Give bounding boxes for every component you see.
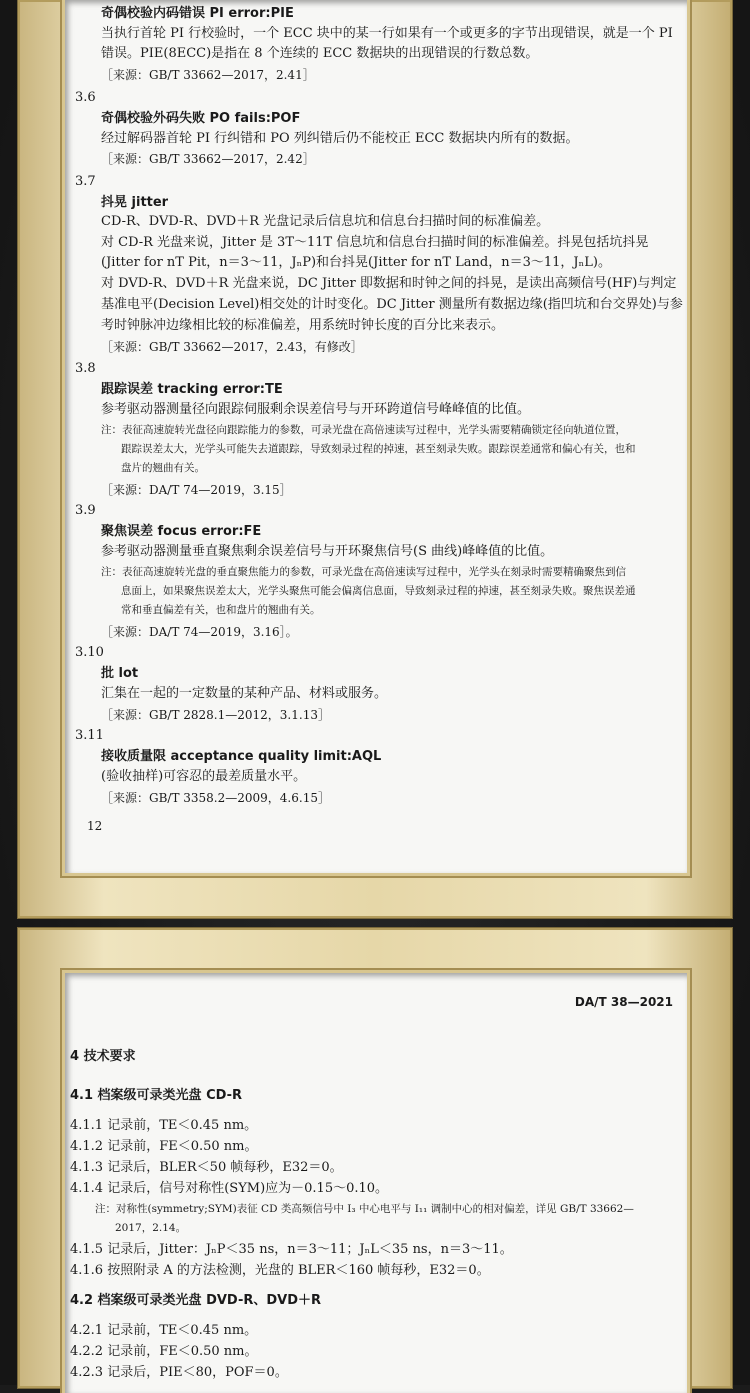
term-title-pof: 奇偶校验外码失败 PO fails:POF (101, 111, 301, 126)
requirement-item: 4.1.2 记录前，FE＜0.50 nm。 (70, 1139, 258, 1154)
page-header-standard-id: DA/T 38—2021 (574, 995, 673, 1009)
requirement-item: 4.1.6 按照附录 A 的方法检测，光盘的 BLER＜160 帧每秒，E32＝0。 (70, 1263, 490, 1278)
term-title-fe: 聚焦误差 focus error:FE (101, 524, 262, 539)
definition-text: 错误。PIE(8ECC)是指在 8 个连续的 ECC 数据块的出现错误的行数总数。 (101, 46, 539, 61)
note-text: 跟踪误差太大，光学头可能失去道跟踪，导致刻录过程的掉速，甚至刻录失败。跟踪误差通常和偏心有关，也和 (121, 443, 636, 455)
definition-text: 参考驱动器测量垂直聚焦剩余误差信号与开环聚焦信号(S 曲线)峰峰值的比值。 (101, 544, 554, 559)
page-content (65, 0, 687, 873)
page-content (65, 973, 687, 1393)
section-number: 3.8 (75, 361, 96, 376)
note-text: 常和垂直偏差有关，也和盘片的翘曲有关。 (121, 604, 321, 616)
section-number: 3.11 (75, 728, 104, 743)
definition-text: CD-R、DVD-R、DVD＋R 光盘记录后信息坑和信息台扫描时间的标准偏差。 (101, 214, 550, 229)
term-title-te: 跟踪误差 tracking error:TE (101, 382, 283, 397)
requirement-item: 4.2.2 记录前，FE＜0.50 nm。 (70, 1344, 258, 1359)
definition-text: 对 DVD-R、DVD＋R 光盘来说，DC Jitter 即数据和时钟之间的抖晃，是读出高频信号(HF)与判定 (101, 276, 677, 291)
source-reference: ［来源：DA/T 74—2019，3.15］ (101, 483, 292, 497)
gold-frame-bottom (18, 928, 732, 1388)
term-title-pie: 奇偶校验内码错误 PI error:PIE (101, 6, 294, 21)
definition-text: 考时钟脉冲边缘相比较的标准偏差，用系统时钟长度的百分比来表示。 (101, 318, 505, 333)
source-reference: ［来源：GB/T 33662—2017，2.41］ (101, 68, 315, 82)
note-text: 注：表征高速旋转光盘的垂直聚焦能力的参数，可录光盘在高倍速读写过程中，光学头在刻录时需要精确聚焦到信 (101, 566, 626, 578)
source-reference: ［来源：GB/T 33662—2017，2.42］ (101, 152, 315, 166)
section-number: 3.9 (75, 503, 96, 518)
definition-text: 基准电平(Decision Level)相交处的计时变化。DC Jitter 测量所有数据边缘(指凹坑和台交界处)与参 (101, 297, 683, 312)
section-number: 3.10 (75, 645, 104, 660)
source-reference: ［来源：GB/T 3358.2—2009，4.6.15］ (101, 791, 330, 805)
document-page-12 (65, 0, 687, 873)
definition-text: (Jitter for nT Pit，n＝3～11，JₙP)和台抖晃(Jitter for nT Land，n＝3～11，JₙL)。 (101, 255, 611, 270)
definition-text: (验收抽样)可容忍的最差质量水平。 (101, 769, 307, 784)
gold-frame-top (18, 0, 732, 918)
document-page-tech-requirements (65, 973, 687, 1393)
note-text: 注：表征高速旋转光盘径向跟踪能力的参数，可录光盘在高倍速读写过程中，光学头需要精确锁定径向轨道位置， (101, 424, 626, 436)
chapter-title: 4 技术要求 (70, 1049, 136, 1064)
definition-text: 汇集在一起的一定数量的某种产品、材料或服务。 (101, 686, 388, 701)
source-reference: ［来源：GB/T 33662—2017，2.43，有修改］ (101, 340, 363, 354)
section-number: 3.6 (75, 90, 96, 105)
definition-text: 经过解码器首轮 PI 行纠错和 PO 列纠错后仍不能校正 ECC 数据块内所有的数据。 (101, 131, 579, 146)
requirement-item: 4.2.1 记录前，TE＜0.45 nm。 (70, 1323, 258, 1338)
source-reference: ［来源：DA/T 74—2019，3.16］。 (101, 625, 298, 639)
note-text: 2017，2.14。 (115, 1222, 187, 1234)
note-text: 息面上，如果聚焦误差太大，光学头聚焦可能会偏离信息面，导致刻录过程的掉速，甚至刻录失败。聚焦误差通 (121, 585, 636, 597)
definition-text: 参考驱动器测量径向跟踪伺服剩余误差信号与开环跨道信号峰峰值的比值。 (101, 402, 531, 417)
requirement-item: 4.1.4 记录后，信号对称性(SYM)应为－0.15～0.10。 (70, 1181, 389, 1196)
requirement-item: 4.2.3 记录后，PIE＜80，POF＝0。 (70, 1365, 288, 1380)
requirement-item: 4.1.3 记录后，BLER＜50 帧每秒，E32＝0。 (70, 1160, 343, 1175)
note-text: 盘片的翘曲有关。 (121, 462, 205, 474)
source-reference: ［来源：GB/T 2828.1—2012，3.1.13］ (101, 708, 330, 722)
requirement-item: 4.1.5 记录后，Jitter：JₙP＜35 ns，n＝3～11；JₙL＜35 ns，n＝3～11。 (70, 1242, 513, 1257)
section-title-dvdr: 4.2 档案级可录类光盘 DVD-R、DVD＋R (70, 1293, 322, 1308)
section-title-cdr: 4.1 档案级可录类光盘 CD-R (70, 1088, 243, 1103)
term-title-lot: 批 lot (101, 666, 139, 681)
section-number: 3.7 (75, 174, 96, 189)
requirement-item: 4.1.1 记录前，TE＜0.45 nm。 (70, 1118, 258, 1133)
note-text: 注：对称性(symmetry;SYM)表征 CD 类高频信号中 I₃ 中心电平与 I₁₁ 调制中心的相对偏差，详见 GB/T 33662— (95, 1203, 634, 1215)
term-title-jitter: 抖晃 jitter (101, 195, 169, 210)
definition-text: 对 CD-R 光盘来说，Jitter 是 3T～11T 信息坑和信息台扫描时间的标准偏差。抖晃包括坑抖晃 (101, 235, 649, 250)
definition-text: 当执行首轮 PI 行校验时，一个 ECC 块中的某一行如果有一个或更多的字节出现错误，就是一个 PI (101, 26, 673, 41)
term-title-aql: 接收质量限 acceptance quality limit:AQL (101, 749, 382, 764)
page-number: 12 (87, 819, 103, 833)
